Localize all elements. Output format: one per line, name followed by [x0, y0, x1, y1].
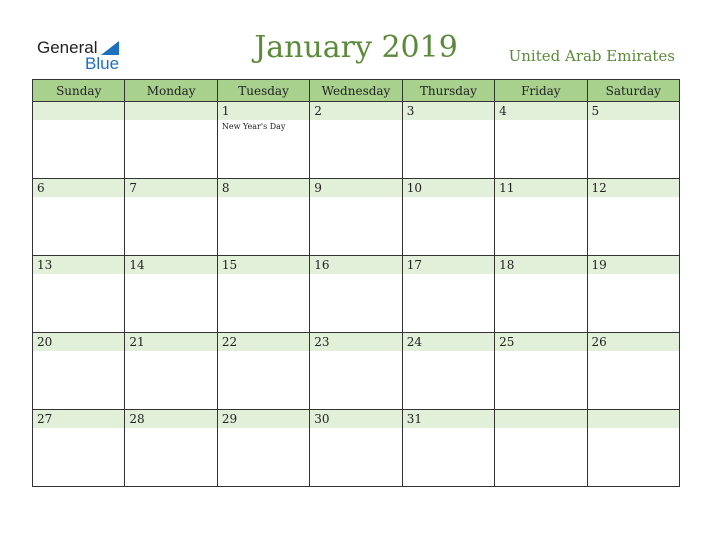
- day-cell: [495, 410, 587, 487]
- weekday-monday: Monday: [125, 80, 217, 102]
- day-header-band: [588, 102, 679, 120]
- calendar-grid: [32, 79, 680, 487]
- logo-blue-text: Blue: [85, 54, 120, 73]
- day-cell: [310, 179, 402, 256]
- day-number: 15: [221, 258, 238, 272]
- day-number: 10: [406, 181, 422, 195]
- day-number: 21: [129, 335, 145, 349]
- week-row: [33, 179, 680, 256]
- day-number: 1: [221, 104, 230, 118]
- day-cell: [403, 102, 495, 179]
- day-number: 28: [129, 412, 145, 426]
- day-cell: [495, 333, 587, 410]
- weekday-saturday: Saturday: [588, 80, 680, 102]
- day-cell: [125, 179, 217, 256]
- day-number: 18: [499, 258, 515, 272]
- day-number: 19: [591, 258, 607, 272]
- day-number: 5: [591, 104, 600, 118]
- day-cell: [588, 333, 680, 410]
- day-cell: [33, 410, 125, 487]
- week-row: [33, 410, 680, 487]
- day-number: 25: [499, 335, 515, 349]
- day-cell: [403, 256, 495, 333]
- weekday-thursday: Thursday: [403, 80, 495, 102]
- day-cell: [403, 179, 495, 256]
- day-header-band: [33, 179, 124, 197]
- week-row: [33, 333, 680, 410]
- calendar-title: January 2019: [254, 30, 458, 65]
- day-number: 4: [499, 104, 507, 118]
- day-number: 30: [314, 412, 330, 426]
- day-cell: [310, 333, 402, 410]
- holiday-label: New Year's Day: [221, 122, 286, 131]
- day-number: 24: [406, 335, 422, 349]
- day-number: 3: [406, 104, 415, 118]
- day-number: 27: [37, 412, 53, 426]
- day-cell: [125, 256, 217, 333]
- day-number: 22: [221, 335, 238, 349]
- country-label: United Arab Emirates: [508, 47, 675, 65]
- day-number: 17: [406, 258, 422, 272]
- day-cell: [310, 410, 402, 487]
- day-cell: [588, 179, 680, 256]
- day-cell: [33, 256, 125, 333]
- day-header-band: [495, 410, 586, 428]
- day-number: 6: [37, 181, 45, 195]
- day-cell: [125, 333, 217, 410]
- day-cell: [403, 333, 495, 410]
- day-header-band: [403, 102, 494, 120]
- day-number: 20: [37, 335, 53, 349]
- weekday-sunday: Sunday: [33, 80, 125, 102]
- day-cell: [33, 333, 125, 410]
- day-cell: [33, 102, 125, 179]
- day-number: 31: [406, 412, 422, 426]
- day-cell: [218, 410, 310, 487]
- day-header-band: [495, 102, 586, 120]
- day-header-band: [125, 179, 216, 197]
- week-row: [33, 256, 680, 333]
- day-header-band: [125, 102, 216, 120]
- day-cell: [125, 102, 217, 179]
- day-cell: [218, 179, 310, 256]
- day-number: 7: [129, 181, 138, 195]
- day-header-band: [310, 102, 401, 120]
- day-cell: [495, 102, 587, 179]
- day-number: 11: [499, 181, 515, 195]
- day-number: 14: [129, 258, 145, 272]
- day-number: 2: [314, 104, 322, 118]
- day-cell: [310, 102, 402, 179]
- day-number: 9: [314, 181, 322, 195]
- weekday-wednesday: Wednesday: [310, 80, 402, 102]
- day-number: 8: [221, 181, 230, 195]
- day-cell: [588, 410, 680, 487]
- logo-general-text: General: [37, 38, 98, 57]
- weekday-tuesday: Tuesday: [218, 80, 310, 102]
- day-number: 29: [221, 412, 238, 426]
- day-number: 23: [314, 335, 330, 349]
- day-cell: [495, 256, 587, 333]
- day-cell: [495, 179, 587, 256]
- day-cell: [588, 256, 680, 333]
- day-cell: [310, 256, 402, 333]
- weekday-header-row: [33, 80, 680, 102]
- weekday-friday: Friday: [495, 80, 587, 102]
- day-number: 26: [591, 335, 607, 349]
- weeks-container: [33, 102, 680, 487]
- day-header-band: [218, 102, 309, 120]
- day-number: 12: [591, 181, 607, 195]
- day-cell: [588, 102, 680, 179]
- day-cell: [403, 410, 495, 487]
- week-row: [33, 102, 680, 179]
- day-number: 16: [314, 258, 330, 272]
- day-header-band: [218, 179, 309, 197]
- day-number: 13: [37, 258, 53, 272]
- day-header-band: [33, 102, 124, 120]
- day-header-band: [588, 410, 679, 428]
- day-cell: [33, 179, 125, 256]
- day-header-band: [310, 179, 401, 197]
- day-cell: [218, 333, 310, 410]
- day-cell: [218, 256, 310, 333]
- day-cell: [218, 102, 310, 179]
- day-cell: [125, 410, 217, 487]
